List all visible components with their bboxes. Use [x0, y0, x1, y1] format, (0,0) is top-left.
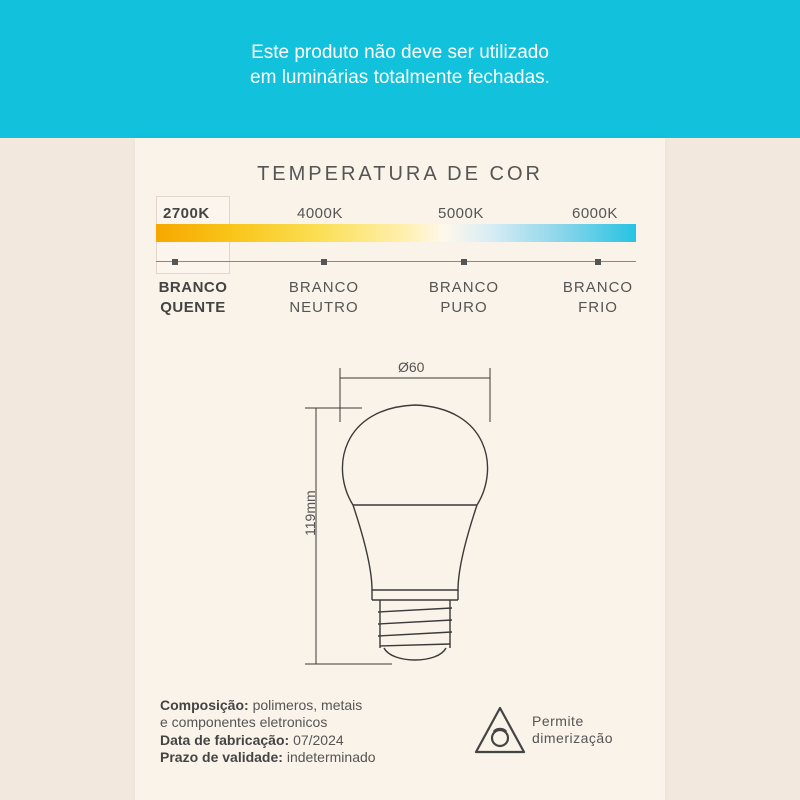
label-line-2: FRIO	[578, 299, 618, 316]
label-line-2: QUENTE	[160, 299, 226, 316]
label-line-1: BRANCO	[158, 279, 228, 296]
validity-label: Prazo de validade:	[160, 749, 283, 765]
banner-line-2: em luminárias totalmente fechadas.	[250, 67, 550, 88]
composition-line-2: e componentes eletronicos	[160, 714, 328, 730]
dimmer-icon	[472, 704, 528, 758]
kelvin-2700: 2700K	[163, 205, 210, 222]
kelvin-6000: 6000K	[572, 205, 618, 222]
label-line-1: BRANCO	[562, 279, 634, 296]
dimmer-line-1: Permite	[532, 713, 584, 729]
dimmer-line-2: dimerização	[532, 730, 613, 746]
color-temperature-title: TEMPERATURA DE COR	[257, 163, 543, 185]
label-line-1: BRANCO	[288, 279, 360, 296]
height-label: 119mm	[302, 490, 318, 536]
validity-line	[160, 749, 376, 766]
banner-line-1: Este produto não deve ser utilizado	[251, 42, 549, 63]
validity-value: indeterminado	[286, 749, 376, 765]
label-line-2: NEUTRO	[289, 299, 359, 316]
composition-value: polimeros, metais	[252, 697, 363, 713]
composition-label: Composição:	[160, 697, 249, 713]
kelvin-4000: 4000K	[297, 205, 343, 222]
manufacture-date-label: Data de fabricação:	[160, 732, 290, 748]
label-line-1: BRANCO	[428, 279, 500, 296]
label-line-2: PURO	[440, 299, 488, 316]
manufacture-date-value: 07/2024	[293, 732, 344, 748]
manufacture-date-line	[160, 732, 344, 749]
diameter-label: Ø60	[398, 359, 425, 375]
composition-line	[160, 697, 362, 714]
kelvin-5000: 5000K	[438, 205, 484, 222]
